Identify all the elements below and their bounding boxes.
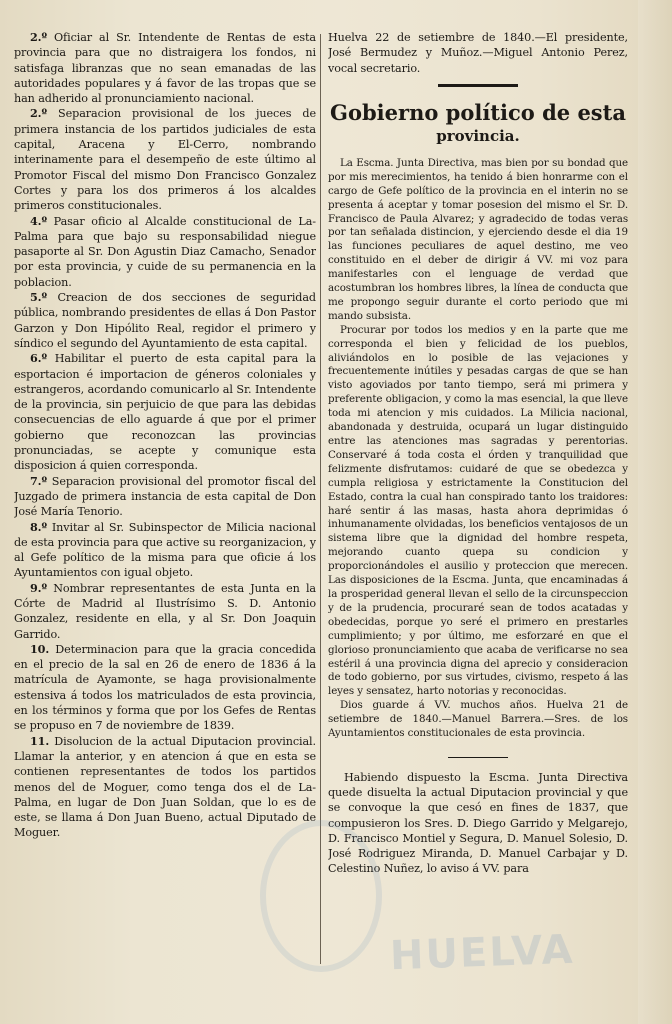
list-item: 4.º Pasar oficio al Alcalde constitucional de La-Palma para que bajo su responsabilidad niegue pasaporte al Sr. Don Agustin Diaz Camacho, Senador por esta provincia, y cuide de su permanencia en la poblacion. xyxy=(14,213,316,289)
closing-signature: Dios guarde á VV. muchos años. Huelva 21 de setiembre de 1840.—Manuel Barrera.—Sres. de los Ayuntamientos constitucionales de esta provincia. xyxy=(328,699,628,740)
list-item: 2.º Oficiar al Sr. Intendente de Rentas de esta provincia para que no distraigera los fondos, ni satisfaga libranzas que no sean emanadas de las autoridades populares y á favor de las tropas que se han adherido al pronunciamiento nacional. xyxy=(14,30,316,106)
paragraph: Habiendo dispuesto la Escma. Junta Directiva quede disuelta la actual Diputacion provincial y que se convoque la que cesó en fines de 1837, que compusieron los Sres. D. Diego Garrido y Melgarejo, D. Francisco Montiel y Segura, D. Manuel Solesio, D. José Rodriguez Miranda, D. Manuel Carbajar y D. Celestino Nuñez, lo aviso á VV. para xyxy=(328,770,628,876)
list-item: 9.º Nombrar representantes de esta Junta en la Córte de Madrid al Ilustrísimo S. D. Antonio Gonzalez, residente en ella, y al Sr. Don Joaquin Garrido. xyxy=(14,580,316,641)
signature-line: Huelva 22 de setiembre de 1840.—El presidente, José Bermudez y Muñoz.—Miguel Antonio Perez, vocal secretario. xyxy=(328,31,628,75)
list-item: 5.º Creacion de dos secciones de seguridad pública, nombrando presidentes de ellas á Don Pastor Garzon y Don Hipólito Real, regidor el primero y síndico el segundo del Ayuntamiento de esta capital. xyxy=(14,290,316,350)
watermark-text: HUELVA xyxy=(389,926,576,980)
list-item: 2.º Separacion provisional de los jueces de primera instancia de los partidos judiciales de esta capital, Aracena y El-Cerro, nombrando interinamente para el desempeño de este último al Promotor Fiscal del mismo Don Francisco Gonzalez Cortes y para los dos primeros á los alcaldes primeros constitucionales. xyxy=(14,106,316,213)
list-item: 10. Determinacion para que la gracia concedida en el precio de la sal en 26 de enero de 1836 á la matrícula de Ayamonte, se haga provisionalmente estensiva á todos los matriculados de esta provincia, en los términos y forma que por los Gefes de Rentas se propuso en 7 de noviembre de 1839. xyxy=(14,641,316,733)
list-item: 7.º Separacion provisional del promotor fiscal del Juzgado de primera instancia de esta capital de Don José María Tenorio. xyxy=(14,473,316,519)
list-item: 8.º Invitar al Sr. Subinspector de Milicia nacional de esta provincia para que active su reorganizacion, y al Gefe político de la misma para que oficie á los Ayuntamientos con igual objeto. xyxy=(14,519,316,580)
page-edge xyxy=(638,0,672,1024)
section-rule xyxy=(448,757,508,758)
list-item: 6.º Habilitar el puerto de esta capital para la esportacion é importacion de géneros coloniales y estrangeros, acordando comunicarlo al Sr. Intendente de la provincia, sin perjuicio de que para las debidas consecuencias de ello aguarde á que por el primer gobierno que reconozcan las provincias pronunciadas, se acepte y comunique esta disposicion á quien corresponda. xyxy=(14,351,316,473)
paragraph: La Escma. Junta Directiva, mas bien por su bondad que por mis merecimientos, ha tenido á bien honrarme con el cargo de Gefe político de la provincia en el interin no se presenta á aceptar y tomar posesion del mismo el Sr. D. Francisco de Paula Alvarez; y agradecido de todas veras por tan señalada distincion, y ejerciendo desde el dia 19 las funciones peculiares de aquel destino, me veo constituido en el deber de dirigir á VV. mi voz para manifestarles con el lenguage de verdad que acostumbran los hombres libres, la línea de conducta que me propongo seguir durante el corto periodo que mi mando subsista. xyxy=(328,156,628,322)
section-subtitle: provincia. xyxy=(436,126,520,145)
section-rule xyxy=(438,84,518,87)
section-title: Gobierno político de esta xyxy=(330,99,626,125)
list-item: 11. Disolucion de la actual Diputacion provincial. Llamar la anterior, y en atencion á que en esta se contienen representantes de todos los partidos menos del de Moguer, como tenga dos el de La-Palma, en lugar de Don Juan Soldan, que lo es de este, se llama á Don Juan Bueno, actual Diputado de Moguer. xyxy=(14,733,316,840)
watermark-emblem xyxy=(260,820,382,972)
paragraph: Procurar por todos los medios y en la parte que me corresponda el bien y felicidad de los pueblos, aliviándolos en lo posible de las vejaciones y frecuentemente inútiles y pesadas cargas de que se han visto agoviados por tanto tiempo, será mi primera y preferente obligacion, y como la mas esencial, la que lleve toda mi atencion y mis cuidados. La Milicia nacional, abandonada y destruida, ocupará un lugar distinguido entre las atenciones mas sagradas y perentorias. Conservaré á toda costa el órden y tranquilidad que felizmente disfrutamos: cuidaré de que se obedezca y cumpla religiosa y estrictamente la Constitucion del Estado, contra la cual han conspirado tanto los traidores: haré sentir á las masas, hasta ahora deprimidas ó inhumanamente olvidadas, los beneficios ventajosos de un sistema libre que la dignidad del hombre respeta, mejorando cuanto quepa su condicion y proporcionándoles el ausilio y proteccion que merecen. Las disposiciones de la Escma. Junta, que encaminadas á la prosperidad general llevan el sello de la circunspeccion y de la prudencia, procuraré sean de todos acatadas y obedecidas, porque yo seré el primero en prestarles cumplimiento; y por último, me esforzaré en que el glorioso pronunciamiento que acaba de verificarse no sea estéril á una provincia digna del aprecio y consideracion de todo gobierno, por sus virtudes, civismo, respeto á las leyes y sensatez, harto notorias y reconocidas. xyxy=(328,323,628,698)
